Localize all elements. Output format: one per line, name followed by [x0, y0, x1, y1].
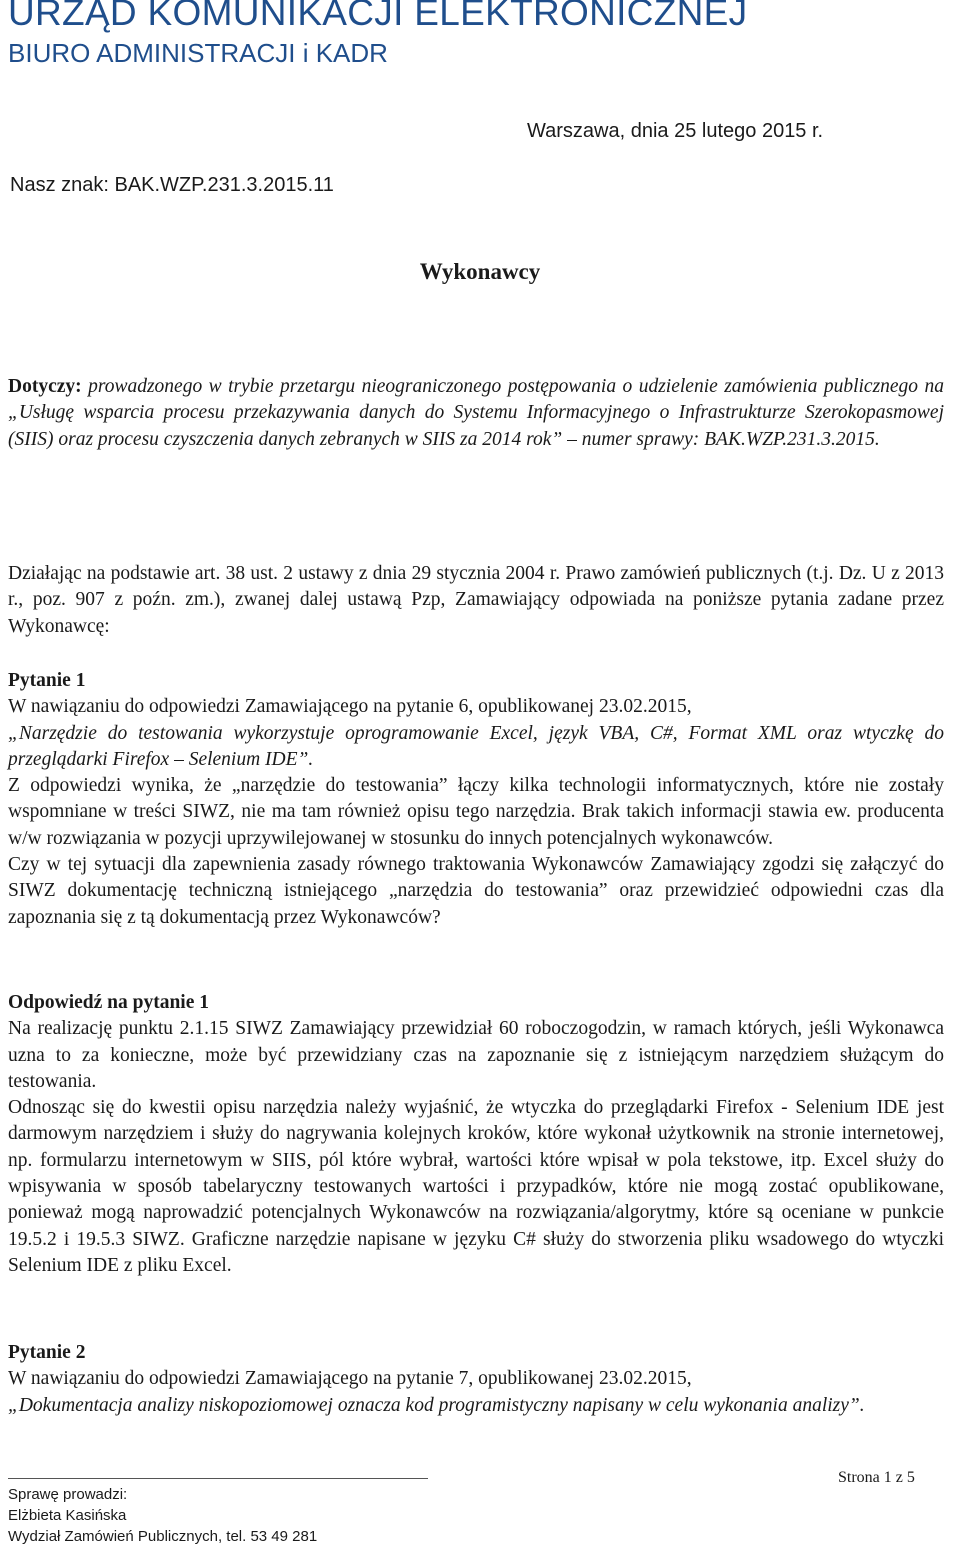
intro-paragraph: Działając na podstawie art. 38 ust. 2 ustawy z dnia 29 stycznia 2004 r. Prawo zamówień publicznych (t.j. Dz. U z 2013 r., poz. 907 z poźn. zm.), zwanej dalej ustawą Pzp, Zamawiający odpowiada na poniższe pytania zadane przez Wykonawcę: [8, 563, 944, 637]
footer-line-2: Elżbieta Kasińska [8, 1507, 127, 1524]
organization-subtitle: BIURO ADMINISTRACJI i KADR [8, 38, 388, 68]
question-1-lead: W nawiązaniu do odpowiedzi Zamawiającego na pytanie 6, opublikowanej 23.02.2015, [8, 696, 692, 718]
answer-1-section [8, 990, 944, 1279]
reference-number: Nasz znak: BAK.WZP.231.3.2015.11 [10, 174, 334, 196]
question-1-quote: „Narzędzie do testowania wykorzystuje oprogramowanie Excel, język VBA, C#, Format XML oraz wtyczkę do przeglądarki Firefox – Selenium IDE”. [8, 722, 944, 770]
footer-divider [8, 1478, 428, 1479]
question-2-heading: Pytanie 2 [8, 1342, 86, 1363]
question-1-section [8, 668, 944, 931]
organization-title: URZĄD KOMUNIKACJI ELEKTRONICZNEJ [8, 0, 748, 33]
question-1-paragraph-3: Czy w tej sytuacji dla zapewnienia zasady równego traktowania Wykonawców Zamawiający zgodzi się załączyć do SIWZ dokumentację techniczną istniejącego „narzędzia do testowania” oraz przewidzieć odpowiedni czas dla zapoznania się z tą dokumentacją przez Wykonawców? [8, 854, 944, 928]
page-number: Strona 1 z 5 [838, 1469, 915, 1486]
subject-label: Dotyczy: [8, 376, 82, 397]
question-1-heading: Pytanie 1 [8, 670, 86, 691]
question-2-section [8, 1340, 944, 1419]
answer-1-paragraph-1: Na realizację punktu 2.1.15 SIWZ Zamawiający przewidział 60 roboczogodzin, w ramach których, jeśli Wykonawca uzna to za konieczne, może być przewidziany czas na zapoznanie się z istniejącym narzędziem służącym do testowania. [8, 1018, 944, 1092]
subject-paragraph [8, 374, 944, 453]
answer-1-heading: Odpowiedź na pytanie 1 [8, 992, 209, 1013]
question-2-lead: W nawiązaniu do odpowiedzi Zamawiającego na pytanie 7, opublikowanej 23.02.2015, [8, 1368, 692, 1390]
question-2-quote: „Dokumentacja analizy niskopoziomowej oznacza kod programistyczny napisany w celu wykonania analizy”. [8, 1394, 865, 1416]
footer-contact [8, 1484, 317, 1547]
question-1-paragraph-2: Z odpowiedzi wynika, że „narzędzie do testowania” łączy kilka technologii informatycznych, które nie zostały wspomniane w treści SIWZ, nie ma tam również opisu tego narzędzia. Brak takich informacji stawia ew. producenta w/w rozwiązania w pozycji uprzywilejowanej w stosunku do innych potencjalnych wykonawców. [8, 775, 944, 849]
document-date: Warszawa, dnia 25 lutego 2015 r. [527, 120, 824, 142]
footer-line-1: Sprawę prowadzi: [8, 1486, 128, 1503]
addressee-heading: Wykonawcy [419, 259, 541, 284]
footer-line-3: Wydział Zamówień Publicznych, tel. 53 49 281 [8, 1528, 318, 1545]
subject-text: prowadzonego w trybie przetargu nieograniczonego postępowania o udzielenie zamówienia publicznego na „Usługę wsparcia procesu przekazywania danych do Systemu Informacyjnego o Infrastrukturze Szerokopasmowej (SIIS) oraz procesu czyszczenia danych zebranych w SIIS za 2014 rok” – numer sprawy: BAK.WZP.231.3.2015. [8, 376, 945, 450]
answer-1-paragraph-2: Odnosząc się do kwestii opisu narzędzia należy wyjaśnić, że wtyczka do przeglądarki Firefox - Selenium IDE jest darmowym narzędziem i służy do nagrywania kolejnych kroków, które wykonał użytkownik na stronie internetowej, np. formularzu internetowym w SIIS, pól które wybrał, wartości które wpisał w pola tekstowe, itp. Excel służy do wpisywania w sposób tabelaryczny testowanych wartości i przypadków, które nie mogą zostać opublikowane, ponieważ mogą naprowadzić potencjalnych Wykonawców na rozwiązania/algorytmy, które są oceniane w punkcie 19.5.2 i 19.5.3 SIWZ. Graficzne narzędzie napisane w języku C# służy do stworzenia pliku wsadowego do wtyczki Selenium IDE z pliku Excel. [8, 1097, 944, 1276]
